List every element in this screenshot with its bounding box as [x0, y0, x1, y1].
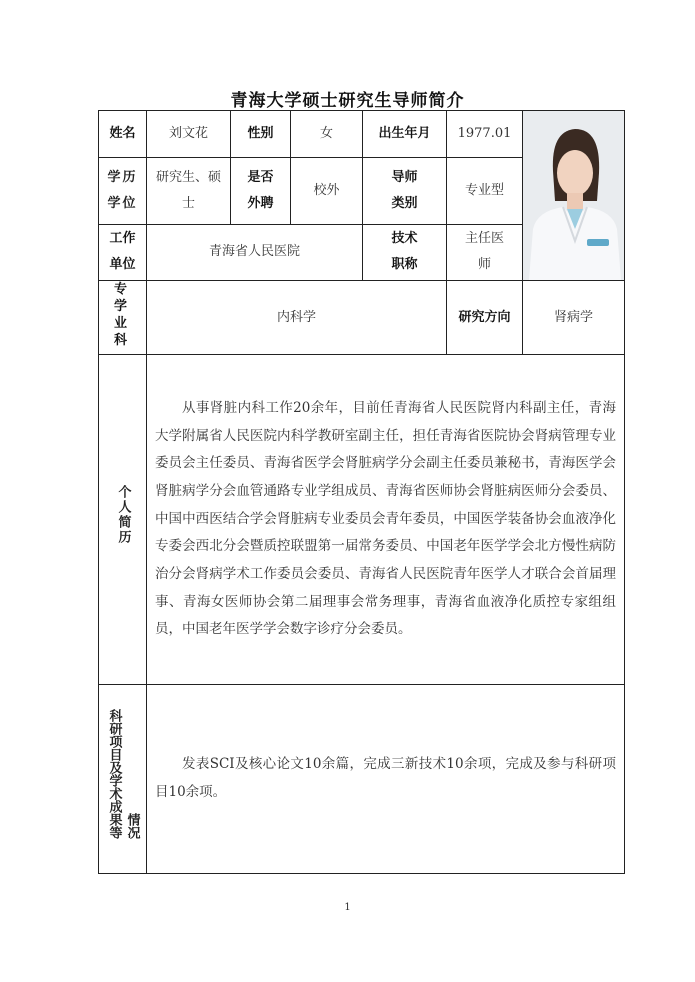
page-number: 1 [344, 902, 351, 913]
research-text: 发表SCI及核心论文10余篇，完成三新技术10余项，完成及参与科研项目10余项。 [155, 756, 616, 800]
major-value: 内科学 [147, 281, 447, 355]
external-label: 是否外聘 [247, 169, 274, 211]
profile-label: 个人简历 [115, 484, 131, 545]
gender-label: 性别 [231, 111, 291, 158]
profile-text: 从事肾脏内科工作20余年，目前任青海省人民医院肾内科副主任，青海大学附属省人民医院内科学教研室副主任，担任青海省医院协会肾病管理专业委员会主任委员、青海省医学会肾脏病学分会副主任委员兼秘书，青海医学会肾脏病学分会血管通路专业学组成员、青海省医师协会肾脏病医师分会委员、中国中西医结合学会肾脏病专业委员会青年委员，中国医学装备协会血液净化专委会西北分会暨质控联盟第一届常务委员、中国老年医学学会北方慢性病防治分会肾病学术工作委员会委员、青海省人民医院青年医学人才联合会首届理事、青海女医师协会第二届理事会常务理事，青海省血液净化质控专家组组员，中国老年医学学会数字诊疗分会委员。 [155, 399, 616, 638]
education-label: 学历学位 [107, 169, 138, 211]
page-title: 青海大学硕士研究生导师简介 [230, 91, 465, 111]
portrait-photo [523, 111, 624, 280]
research-cell [147, 685, 625, 874]
research-direction-value: 肾病学 [523, 281, 625, 355]
mentor-type-label-cell [363, 158, 447, 224]
name-value: 刘文花 [147, 111, 231, 158]
research-label-b: 情况 [124, 813, 140, 839]
profile-table [98, 110, 625, 874]
education-value: 研究生、硕士 [147, 158, 231, 224]
tech-title-label-cell [363, 224, 447, 280]
gender-value: 女 [291, 111, 363, 158]
birth-value: 1977.01 [447, 111, 523, 158]
tech-title-value: 主任医师 [447, 224, 523, 280]
tech-title-label: 技术职称 [391, 231, 418, 273]
research-label-a: 科研项目及学术成果等 [106, 709, 122, 839]
research-direction-label: 研究方向 [447, 281, 523, 355]
portrait-icon [523, 111, 625, 280]
education-label-cell [99, 158, 147, 224]
birth-label: 出生年月 [363, 111, 447, 158]
research-label-cell [99, 685, 147, 874]
mentor-type-value: 专业型 [447, 158, 523, 224]
profile-cell [147, 355, 625, 685]
profile-label-cell [99, 355, 147, 685]
major-label-cell [99, 281, 147, 355]
external-label-cell [231, 158, 291, 224]
name-label: 姓名 [99, 111, 147, 158]
major-label: 专学业科 [113, 282, 131, 348]
photo-cell [523, 111, 625, 281]
work-label: 工作单位 [109, 231, 136, 273]
external-value: 校外 [291, 158, 363, 224]
work-value: 青海省人民医院 [147, 224, 363, 280]
mentor-type-label: 导师类别 [391, 169, 418, 211]
work-label-cell [99, 224, 147, 280]
